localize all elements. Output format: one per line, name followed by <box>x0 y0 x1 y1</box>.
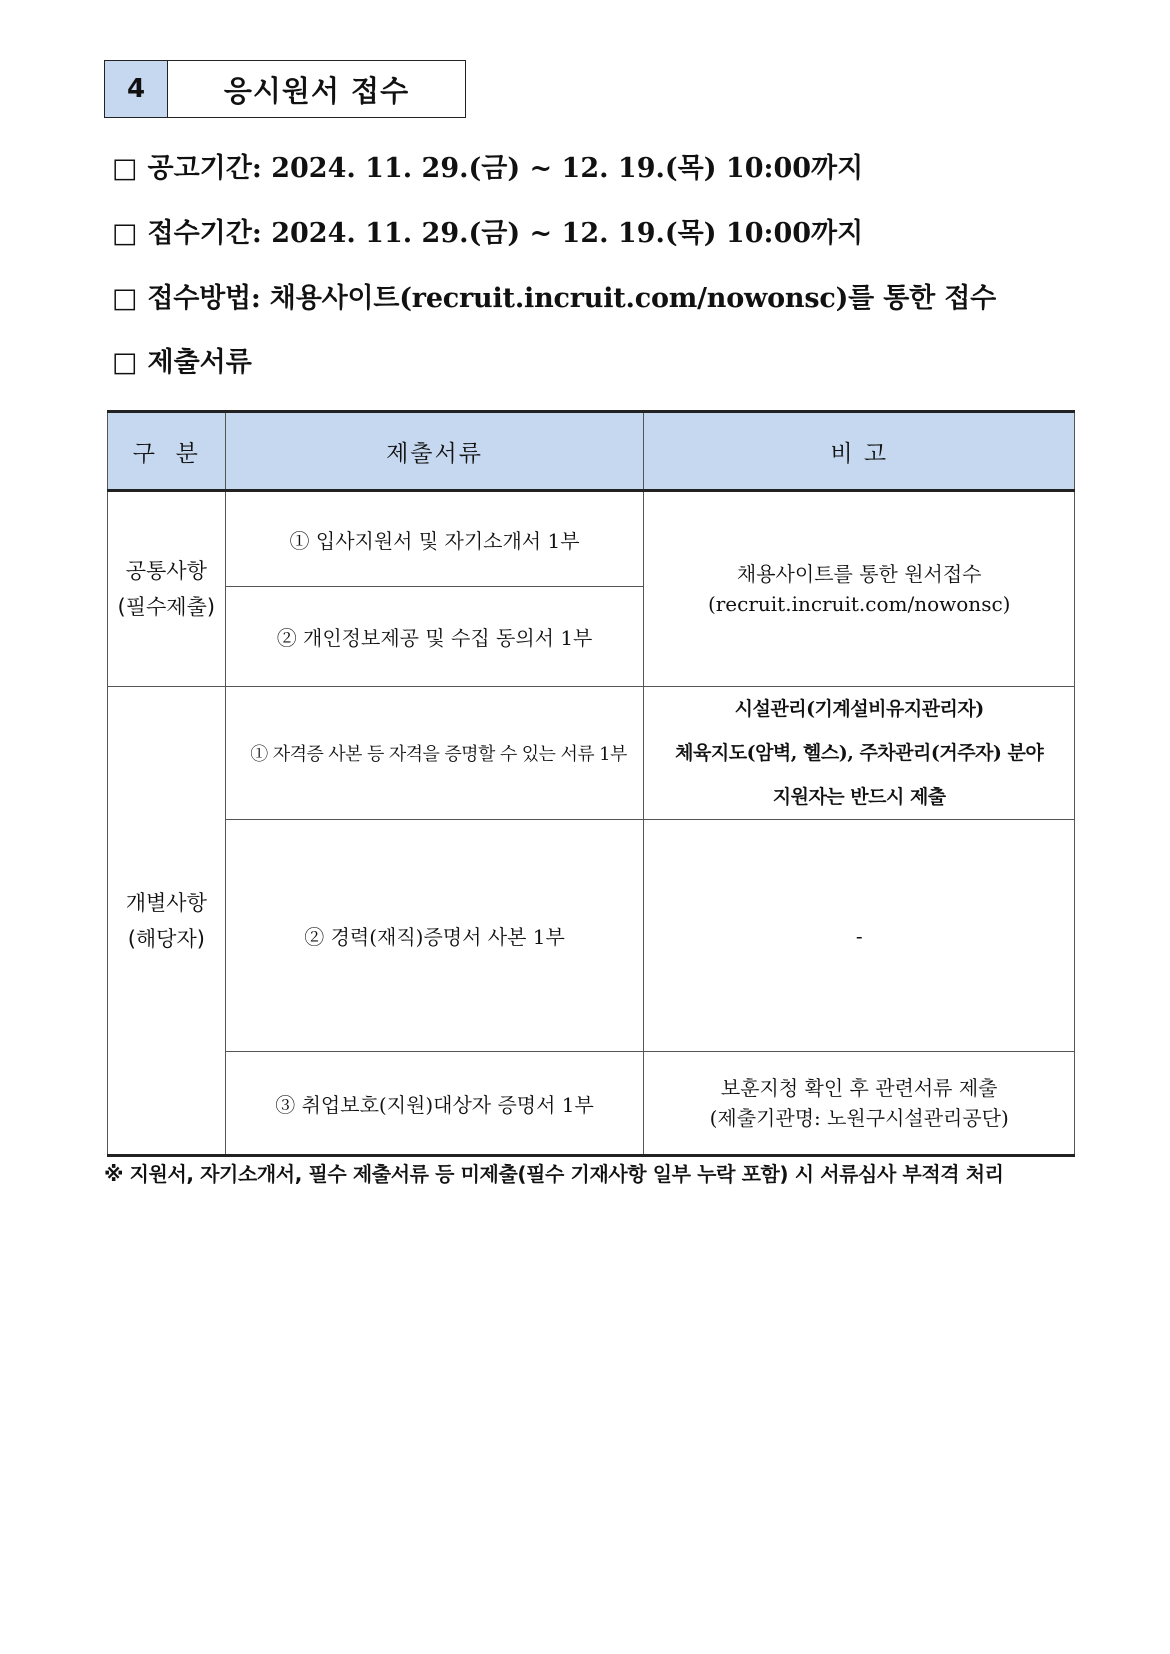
section-header <box>104 60 466 118</box>
section-title: 응시원서 접수 <box>223 73 410 108</box>
documents-heading: 제출서류 <box>147 347 252 378</box>
note-career: - <box>644 820 1075 1052</box>
table-row <box>108 1052 1075 1156</box>
documents-line <box>112 340 252 379</box>
notice-period-text: 공고기간: 2024. 11. 29.(금) ~ 12. 19.(목) 10:00까지 <box>147 153 864 184</box>
reception-method-text: 접수방법: 채용사이트(recruit.incruit.com/nowonsc)를 통한 접수 <box>147 283 996 314</box>
doc-application-form: ① 입사지원서 및 자기소개서 1부 <box>225 491 644 587</box>
reception-method-line <box>112 276 996 315</box>
table-header-row <box>108 412 1075 491</box>
note-certificate: 시설관리(기계설비유지관리자) 체육지도(암벽, 헬스), 주차관리(거주자) 분야 지원자는 반드시 제출 <box>644 687 1075 820</box>
table-row <box>108 820 1075 1052</box>
checkbox-icon: □ <box>112 153 138 184</box>
reception-period-text: 접수기간: 2024. 11. 29.(금) ~ 12. 19.(목) 10:00까지 <box>147 218 864 249</box>
reception-period-line <box>112 211 863 250</box>
documents-table <box>107 410 1075 1157</box>
note-common: 채용사이트를 통한 원서접수 (recruit.incruit.com/nowonsc) <box>644 491 1075 687</box>
footnote: ※ 지원서, 자기소개서, 필수 제출서류 등 미제출(필수 기재사항 일부 누락 포함) 시 서류심사 부적격 처리 <box>104 1162 1004 1186</box>
checkbox-icon: □ <box>112 347 138 378</box>
category-common: 공통사항 (필수제출) <box>108 491 226 687</box>
note-employment-protection: 보훈지청 확인 후 관련서류 제출 (제출기관명: 노원구시설관리공단) <box>644 1052 1075 1156</box>
section-number: 4 <box>105 61 168 117</box>
doc-employment-protection: ③ 취업보호(지원)대상자 증명서 1부 <box>225 1052 644 1156</box>
table-row <box>108 491 1075 587</box>
header-remarks: 비 고 <box>644 412 1075 491</box>
checkbox-icon: □ <box>112 283 138 314</box>
checkbox-icon: □ <box>112 218 138 249</box>
table-row <box>108 687 1075 820</box>
doc-career-certificate: ② 경력(재직)증명서 사본 1부 <box>225 820 644 1052</box>
doc-certificate-copy: ① 자격증 사본 등 자격을 증명할 수 있는 서류 1부 <box>225 687 644 820</box>
header-documents: 제출서류 <box>225 412 644 491</box>
notice-period-line <box>112 146 863 185</box>
category-individual: 개별사항 (해당자) <box>108 687 226 1156</box>
doc-privacy-consent: ② 개인정보제공 및 수집 동의서 1부 <box>225 587 644 687</box>
header-category: 구 분 <box>108 412 226 491</box>
